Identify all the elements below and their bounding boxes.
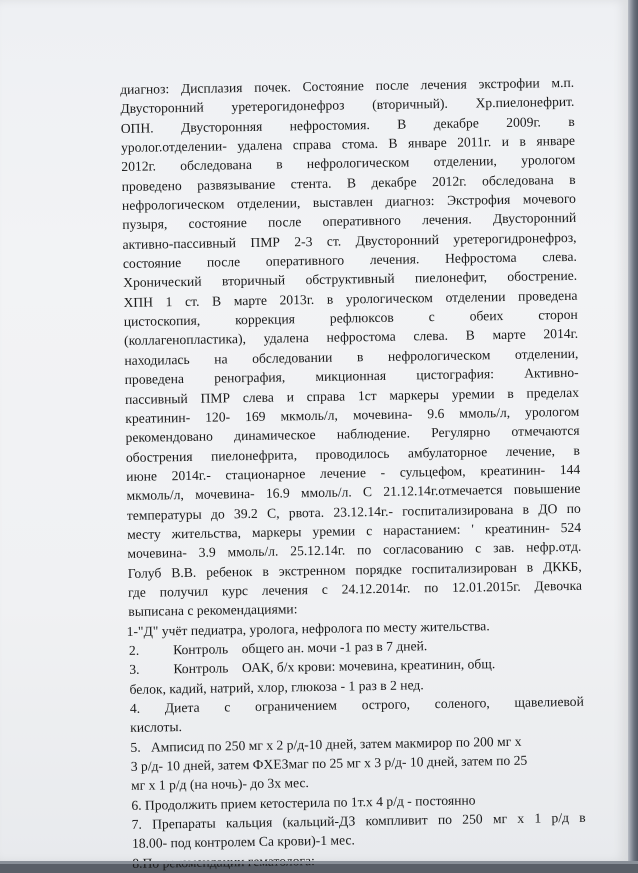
document-line: уролог.отделении- удалена справа стома. В январе 2011г. и в январе: [120, 132, 576, 156]
document-line: 2012г. обследована в нефрологическом отделении, урологом: [121, 152, 576, 175]
document-line: активно-пассивный ПМР 2-3 ст. Двусторонний уретерогидронефроз,: [122, 229, 577, 252]
document-line: 6. Продолжить прием кетостерила по 1т.х 4 р/д - постоянно: [131, 792, 476, 813]
document-body: [120, 73, 586, 873]
document-line: пузыря, состояние после оперативного лечения. Двусторонний: [122, 210, 577, 233]
document-line: рекомендовано динамическое наблюдение. Регулярно отмечаются: [125, 423, 580, 446]
document-line: состояние после оперативного лечения. Нефростома слева.: [122, 248, 577, 272]
document-line: ОПН. Двусторонняя нефростомия. В декабре 2009г. в: [120, 113, 575, 136]
document-line: 7. Препараты кальция (кальций-ДЗ компливит по 250 мг х 1 р/д в: [131, 809, 586, 832]
page-edge-shadow: [628, 0, 638, 864]
document-line: цистоскопия, коррекция рефлюксов с обеих сторон: [123, 306, 578, 330]
document-line: 5. Амписид по 250 мг х 2 р/д-10 дней, затем макмирор по 200 мг х: [130, 733, 522, 755]
document-line: проведена ренография, микционная цистография: Активно-: [124, 364, 579, 388]
document-line: 3 р/д- 10 дней, затем ФХЕЗмаг по 25 мг х 3 р/д- 10 дней, затем по 25: [130, 752, 528, 774]
document-line: белок, кадий, натрий, хлор, глюкоза - 1 раз в 2 нед.: [129, 676, 424, 697]
document-line: Хронический вторичный обструктивный пиелонефит, обострение.: [123, 268, 578, 291]
document-line: обострения пиелонефрита, проводилось амбулаторное лечение, в: [125, 442, 580, 465]
document-line: 4. Диета с ограничением острого, соленого, щавелиевой: [129, 693, 584, 716]
document-line: 18.00- под контролем Са крови)-1 мес.: [131, 832, 355, 852]
document-line: Двусторонний уретерогидонефроз (вторичный). Хр.пиелонефрит.: [120, 94, 575, 117]
document-line: диагноз: Дисплазия почек. Состояние после лечения экстрофии м.п.: [120, 74, 575, 97]
document-line: креатинин- 120- 169 мкмоль/л, мочевина- 9.6 ммоль/л, урологом: [125, 403, 580, 426]
document-line: Голуб В.В. ребенок в экстренном порядке госпитализирован в ДККБ,: [127, 558, 582, 581]
document-line: выписана с рекомендациями:: [128, 601, 298, 620]
document-line: (коллагенопластика), удалена нефростома слева. В марте 2014г.: [123, 326, 579, 349]
document-line: ХПН 1 ст. В марте 2013г. в урологическом отделении проведена: [123, 287, 578, 310]
document-line: где получил курс лечения с 24.12.2014г. по 12.01.2015г. Девочка: [127, 577, 583, 600]
document-line: находилась на обследовании в нефрологическом отделении,: [124, 345, 579, 368]
document-line: мг х 1 р/д (на ночь)- до 3х мес.: [130, 775, 309, 794]
document-line: 2. Контроль общего ан. мочи -1 раз в 7 дней.: [128, 638, 428, 658]
document-line: мкмоль/л, мочевина- 16.9 ммоль/л. С 21.12.14г.отмечается повышение: [126, 481, 581, 504]
document-line: проведено развязывание стента. В декабре 2012г. обследована в: [121, 171, 576, 194]
document-line: пассивный ПМР слева и справа 1ст маркеры уремии в пределах: [124, 384, 580, 407]
document-line: 3. Контроль ОАК, б/х крови: мочевина, креатинин, общ.: [129, 656, 496, 678]
document-line: месту жительства, маркеры уремии с нарастанием: ' креатинин- 524: [127, 519, 582, 542]
document-line: июне 2014г.- стационарное лечение - сульцефом, креатинин- 144: [126, 461, 581, 484]
document-line: температуры до 39.2 С, рвота. 23.12.14г.- госпитализирована в ДО по: [126, 500, 581, 523]
document-line: мочевина- 3.9 ммоль/л. 25.12.14г. по согласованию с зав. нефр.отд.: [127, 539, 582, 562]
document-line: 1-"Д" учёт педиатра, уролога, нефролога по месту жительства.: [126, 617, 490, 639]
document-line: кислоты.: [130, 719, 183, 736]
document-line: нефрологическом отделении, выставлен диагноз: Экстрофия мочевого: [121, 190, 577, 214]
